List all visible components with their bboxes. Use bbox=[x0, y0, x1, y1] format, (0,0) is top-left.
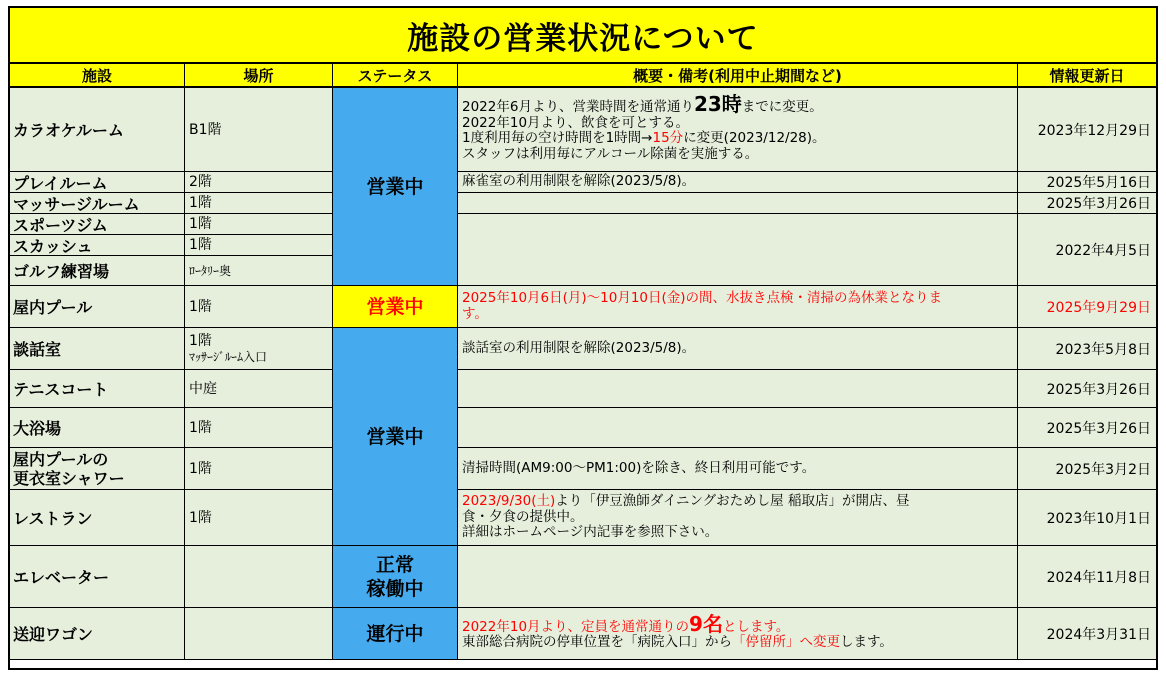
facility-place: 2階 bbox=[185, 172, 333, 193]
status-badge: 営業中 bbox=[333, 328, 458, 546]
status-badge: 営業中 bbox=[333, 88, 458, 286]
facility-place: 1階 bbox=[185, 193, 333, 214]
update-date: 2024年3月31日 bbox=[1018, 608, 1156, 660]
facility-place: 1階 bbox=[185, 448, 333, 490]
facility-name: 送迎ワゴン bbox=[10, 608, 185, 660]
facility-place: 1階 ﾏｯｻｰｼﾞﾙｰﾑ入口 bbox=[185, 328, 333, 370]
table-footer-spacer bbox=[10, 660, 1156, 668]
facility-place: 1階 bbox=[185, 490, 333, 546]
facility-notes bbox=[458, 193, 1018, 214]
update-date: 2023年10月1日 bbox=[1018, 490, 1156, 546]
update-date: 2025年3月26日 bbox=[1018, 408, 1156, 448]
page-title: 施設の営業状況について bbox=[10, 8, 1156, 64]
update-date: 2024年11月8日 bbox=[1018, 546, 1156, 608]
facility-name: テニスコート bbox=[10, 370, 185, 408]
header-notes: 概要・備考(利用中止期間など) bbox=[458, 64, 1018, 88]
header-status: ステータス bbox=[333, 64, 458, 88]
update-date: 2025年3月26日 bbox=[1018, 370, 1156, 408]
update-date: 2025年3月26日 bbox=[1018, 193, 1156, 214]
update-date: 2022年4月5日 bbox=[1018, 214, 1156, 286]
facility-place: 1階 bbox=[185, 286, 333, 328]
facility-name: 大浴場 bbox=[10, 408, 185, 448]
facility-name: スカッシュ bbox=[10, 235, 185, 256]
facility-name: 談話室 bbox=[10, 328, 185, 370]
facility-place bbox=[185, 608, 333, 660]
status-badge: 運行中 bbox=[333, 608, 458, 660]
header-facility: 施設 bbox=[10, 64, 185, 88]
facility-notes: 清掃時間(AM9:00～PM1:00)を除き、終日利用可能です。 bbox=[458, 448, 1018, 490]
status-badge-closing: 営業中 bbox=[333, 286, 458, 328]
facility-notes: 2025年10月6日(月)～10月10日(金)の間、水抜き点検・清掃の為休業となりま す。 bbox=[458, 286, 1018, 328]
facility-notes: 2022年6月より、営業時間を通常通り23時までに変更。 2022年10月より、飲食を可とする。 1度利用毎の空け時間を1時間→15分に変更(2023/12/28)。 スタッフは利用毎にアルコール除菌を実施する。 bbox=[458, 88, 1018, 172]
facility-notes: 談話室の利用制限を解除(2023/5/8)。 bbox=[458, 328, 1018, 370]
update-date: 2023年5月8日 bbox=[1018, 328, 1156, 370]
facility-notes bbox=[458, 408, 1018, 448]
facility-place: 1階 bbox=[185, 408, 333, 448]
facility-name: 屋内プールの 更衣室シャワー bbox=[10, 448, 185, 490]
facility-name: エレベーター bbox=[10, 546, 185, 608]
header-updated: 情報更新日 bbox=[1018, 64, 1156, 88]
update-date: 2025年9月29日 bbox=[1018, 286, 1156, 328]
update-date: 2023年12月29日 bbox=[1018, 88, 1156, 172]
facility-name: カラオケルーム bbox=[10, 88, 185, 172]
facility-name: マッサージルーム bbox=[10, 193, 185, 214]
facility-place: 1階 bbox=[185, 235, 333, 256]
facility-place bbox=[185, 546, 333, 608]
facility-place: B1階 bbox=[185, 88, 333, 172]
facility-notes: 麻雀室の利用制限を解除(2023/5/8)。 bbox=[458, 172, 1018, 193]
facility-notes: 2023/9/30(土)より「伊豆漁師ダイニングおためし屋 稲取店」が開店、昼 食・夕食の提供中。 詳細はホームページ内記事を参照下さい。 bbox=[458, 490, 1018, 546]
facility-notes bbox=[458, 370, 1018, 408]
facility-name: プレイルーム bbox=[10, 172, 185, 193]
facility-notes: 2022年10月より、定員を通常通りの9名とします。 東部総合病院の停車位置を「病院入口」から「停留所」へ変更します。 bbox=[458, 608, 1018, 660]
facility-status-table bbox=[8, 6, 1158, 670]
update-date: 2025年5月16日 bbox=[1018, 172, 1156, 193]
facility-notes bbox=[458, 546, 1018, 608]
facility-name: スポーツジム bbox=[10, 214, 185, 235]
facility-place: ﾛｰﾀﾘｰ奥 bbox=[185, 256, 333, 286]
facility-name: 屋内プール bbox=[10, 286, 185, 328]
status-badge: 正常 稼働中 bbox=[333, 546, 458, 608]
facility-name: ゴルフ練習場 bbox=[10, 256, 185, 286]
facility-place: 1階 bbox=[185, 214, 333, 235]
facility-notes bbox=[458, 214, 1018, 286]
facility-name: レストラン bbox=[10, 490, 185, 546]
update-date: 2025年3月2日 bbox=[1018, 448, 1156, 490]
header-place: 場所 bbox=[185, 64, 333, 88]
facility-place: 中庭 bbox=[185, 370, 333, 408]
